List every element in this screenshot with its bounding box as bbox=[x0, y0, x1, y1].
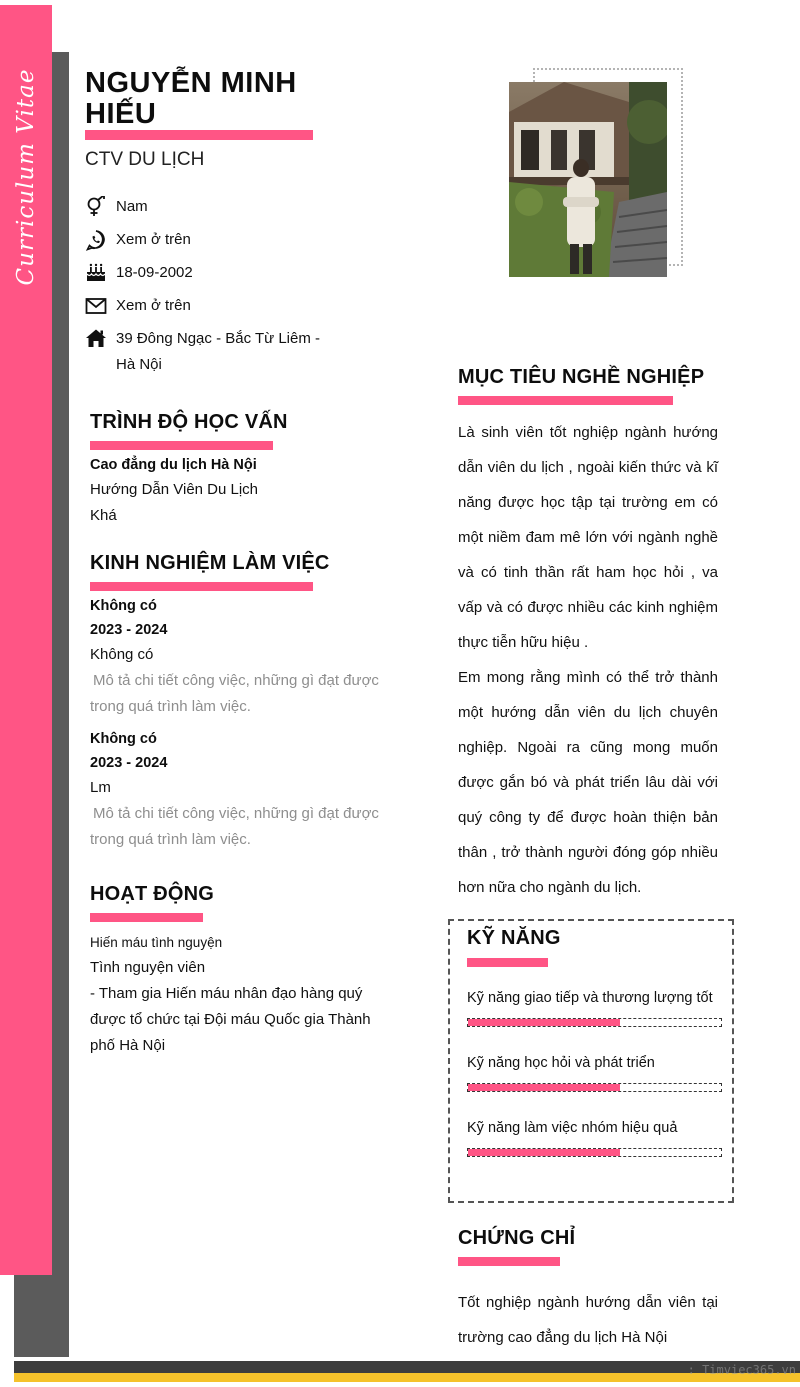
name-underline bbox=[85, 130, 313, 140]
contact-gender-text: Nam bbox=[116, 198, 148, 215]
activity-role: Tình nguyện viên bbox=[90, 959, 206, 976]
birthday-cake-icon bbox=[85, 262, 107, 284]
education-major: Hướng Dẫn Viên Du Lịch bbox=[90, 481, 259, 498]
education-title: TRÌNH ĐỘ HỌC VẤN bbox=[90, 411, 288, 433]
activity-description: - Tham gia Hiến máu nhân đạo hàng quý được tổ chức tại Đội máu Quốc gia Thành phố Hà Nội bbox=[90, 985, 371, 1054]
certificates-underline bbox=[458, 1257, 560, 1266]
skill-level-bar bbox=[467, 1018, 722, 1027]
skill-name: Kỹ năng học hỏi và phát triển bbox=[467, 1055, 655, 1071]
objective-underline bbox=[458, 396, 673, 405]
envelope-icon bbox=[85, 295, 107, 317]
education-grade: Khá bbox=[90, 507, 117, 524]
contact-email bbox=[85, 293, 335, 319]
certificate-text: Tốt nghiệp ngành hướng dẫn viên tại trường cao đẳng du lịch Hà Nội bbox=[458, 1294, 718, 1346]
objective-paragraph-1: Là sinh viên tốt nghiệp ngành hướng dẫn viên du lịch , ngoài kiến thức và kĩ năng được học tập tại trường em có một niềm đam mê lớn với ngành nghề và có tinh thần rất ham học hỏi , va vấp và có được nhiều các kinh nghiệm thực tiễn hữu hiệu . bbox=[458, 424, 718, 651]
gender-icon bbox=[85, 196, 107, 218]
contact-phone bbox=[85, 227, 335, 253]
skill-level-bar bbox=[467, 1083, 722, 1092]
experience-position: Lm bbox=[90, 779, 111, 796]
activity-name: Hiến máu tình nguyện bbox=[90, 935, 223, 950]
job-title: CTV DU LỊCH bbox=[85, 149, 205, 170]
objective-paragraph-2: Em mong rằng mình có thể trở thành một hướng dẫn viên du lịch chuyên nghiệp. Ngoài ra cũng mong muốn được gắn bó và phát triển lâu dài với quý công ty để được hoàn thiện bản thân , trở thành người đóng góp nhiều hơn nữa cho ngành du lịch. bbox=[458, 669, 718, 896]
experience-position: Không có bbox=[90, 646, 154, 663]
profile-photo bbox=[509, 82, 667, 277]
contact-address bbox=[85, 326, 335, 378]
footer-yellow-bar bbox=[14, 1373, 800, 1382]
watermark: : Timviec365.vn bbox=[687, 1363, 796, 1377]
contact-phone-text: Xem ở trên bbox=[116, 231, 191, 248]
contact-address-text: 39 Đông Ngạc - Bắc Từ Liêm - Hà Nội bbox=[116, 330, 321, 373]
home-icon bbox=[85, 328, 107, 350]
contact-birthday-text: 18-09-2002 bbox=[116, 264, 193, 281]
experience-description: Mô tả chi tiết công việc, những gì đạt được trong quá trình làm việc. bbox=[90, 805, 379, 848]
activities-title: HOẠT ĐỘNG bbox=[90, 883, 215, 905]
education-underline bbox=[90, 441, 273, 450]
experience-underline bbox=[90, 582, 313, 591]
footer-dark-bar bbox=[14, 1361, 800, 1373]
skill-level-bar bbox=[467, 1148, 722, 1157]
experience-company: Không có bbox=[90, 598, 157, 614]
full-name: NGUYỄN MINH HIẾU bbox=[85, 67, 297, 130]
contact-email-text: Xem ở trên bbox=[116, 297, 191, 314]
certificates-title: CHỨNG CHỈ bbox=[458, 1227, 576, 1249]
skill-level-fill bbox=[468, 1084, 620, 1091]
contact-gender bbox=[85, 194, 335, 220]
skill-name: Kỹ năng làm việc nhóm hiệu quả bbox=[467, 1120, 678, 1136]
experience-period: 2023 - 2024 bbox=[90, 755, 168, 771]
education-school: Cao đẳng du lịch Hà Nội bbox=[90, 457, 257, 473]
curriculum-vitae-label bbox=[0, 5, 52, 335]
skills-underline bbox=[467, 958, 548, 967]
experience-company: Không có bbox=[90, 731, 157, 747]
skill-name: Kỹ năng giao tiếp và thương lượng tốt bbox=[467, 990, 713, 1006]
experience-description: Mô tả chi tiết công việc, những gì đạt được trong quá trình làm việc. bbox=[90, 672, 379, 715]
objective-title: MỤC TIÊU NGHỀ NGHIỆP bbox=[458, 366, 705, 388]
skill-level-fill bbox=[468, 1019, 620, 1026]
whatsapp-phone-icon bbox=[85, 229, 107, 251]
activities-underline bbox=[90, 913, 203, 922]
experience-title: KINH NGHIỆM LÀM VIỆC bbox=[90, 552, 330, 574]
experience-period: 2023 - 2024 bbox=[90, 622, 168, 638]
contact-birthday bbox=[85, 260, 335, 286]
skill-level-fill bbox=[468, 1149, 620, 1156]
skills-title: KỸ NĂNG bbox=[467, 927, 561, 949]
curriculum-vitae-text: Curriculum Vitae bbox=[13, 68, 39, 286]
